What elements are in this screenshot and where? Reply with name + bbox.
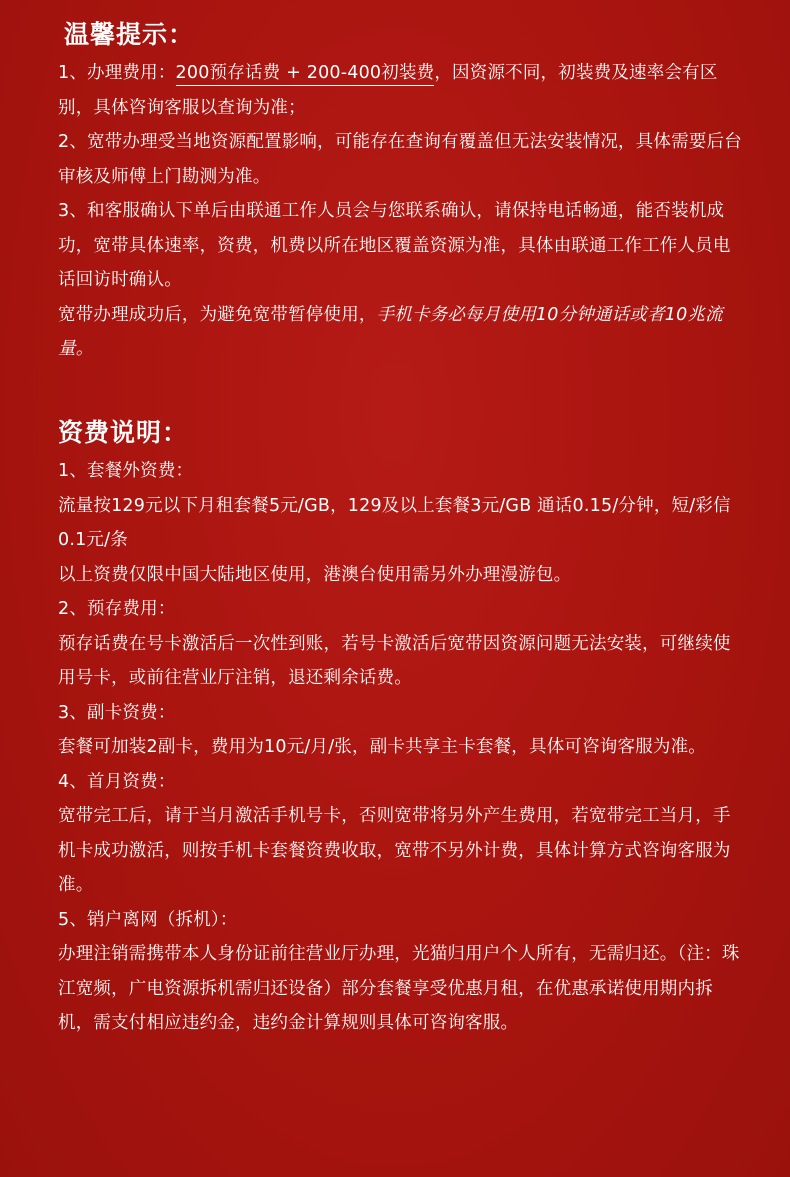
tips-item-1-underlined: 200预存话费 + 200-400初装费 bbox=[176, 63, 435, 86]
fees-heading-1: 1、套餐外资费： bbox=[58, 461, 194, 481]
tips-item-2: 2、宽带办理受当地资源配置影响，可能存在查询有覆盖但无法安装情况，具体需要后台审核及师傅上门勘测为准。 bbox=[58, 132, 742, 187]
fees-heading-3: 3、副卡资费： bbox=[58, 702, 176, 723]
fees-heading-2: 2、预存费用： bbox=[58, 599, 176, 619]
tips-title: 温馨提示： bbox=[64, 20, 195, 49]
tips-note-plain: 宽带办理成功后，为避免宽带暂停使用， bbox=[58, 304, 377, 325]
fees-heading-4: 4、首月资费： bbox=[58, 771, 176, 792]
tips-note-italic: 手机卡务必每月使用10分钟通话或者10兆流量。 bbox=[58, 304, 723, 359]
tips-item-1 bbox=[58, 56, 748, 125]
fees-section bbox=[58, 420, 748, 1041]
fees-paragraph-1a: 流量按129元以下月租套餐5元/GB，129及以上套餐3元/GB 通话0.15/分钟，短/彩信0.1元/条 bbox=[58, 495, 731, 550]
tips-note bbox=[58, 298, 748, 367]
tips-section bbox=[58, 22, 748, 367]
tips-item-1-prefix: 1、办理费用： bbox=[58, 63, 176, 83]
tips-item-1-rest: ，因资源不同，初装费及速率会有区别，具体咨询客服以查询为准； bbox=[58, 63, 718, 118]
fees-heading-5: 5、销户离网（拆机）： bbox=[58, 909, 238, 930]
fees-title: 资费说明： bbox=[58, 418, 189, 447]
fees-paragraph-3: 套餐可加装2副卡，费用为10元/月/张，副卡共享主卡套餐，具体可咨询客服为准。 bbox=[58, 737, 706, 757]
fees-paragraph-5: 办理注销需携带本人身份证前往营业厅办理，光猫归用户个人所有，无需归还。（注：珠江宽频，广电资源拆机需归还设备）部分套餐享受优惠月租，在优惠承诺使用期内拆机，需支付相应违约金，违约金计算规则具体可咨询客服。 bbox=[58, 944, 740, 1033]
fees-paragraph-2: 预存话费在号卡激活后一次性到账，若号卡激活后宽带因资源问题无法安装，可继续使用号卡，或前往营业厅注销，退还剩余话费。 bbox=[58, 633, 731, 688]
fees-paragraph-1b: 以上资费仅限中国大陆地区使用，港澳台使用需另外办理漫游包。 bbox=[58, 564, 572, 585]
tips-item-3: 3、和客服确认下单后由联通工作人员会与您联系确认，请保持电话畅通，能否装机成功，宽带具体速率，资费，机费以所在地区覆盖资源为准，具体由联通工作工作人员电话回访时确认。 bbox=[58, 201, 731, 290]
fees-paragraph-4: 宽带完工后，请于当月激活手机号卡，否则宽带将另外产生费用，若宽带完工当月，手机卡成功激活，则按手机卡套餐资费收取，宽带不另外计费，具体计算方式咨询客服为准。 bbox=[58, 806, 731, 895]
